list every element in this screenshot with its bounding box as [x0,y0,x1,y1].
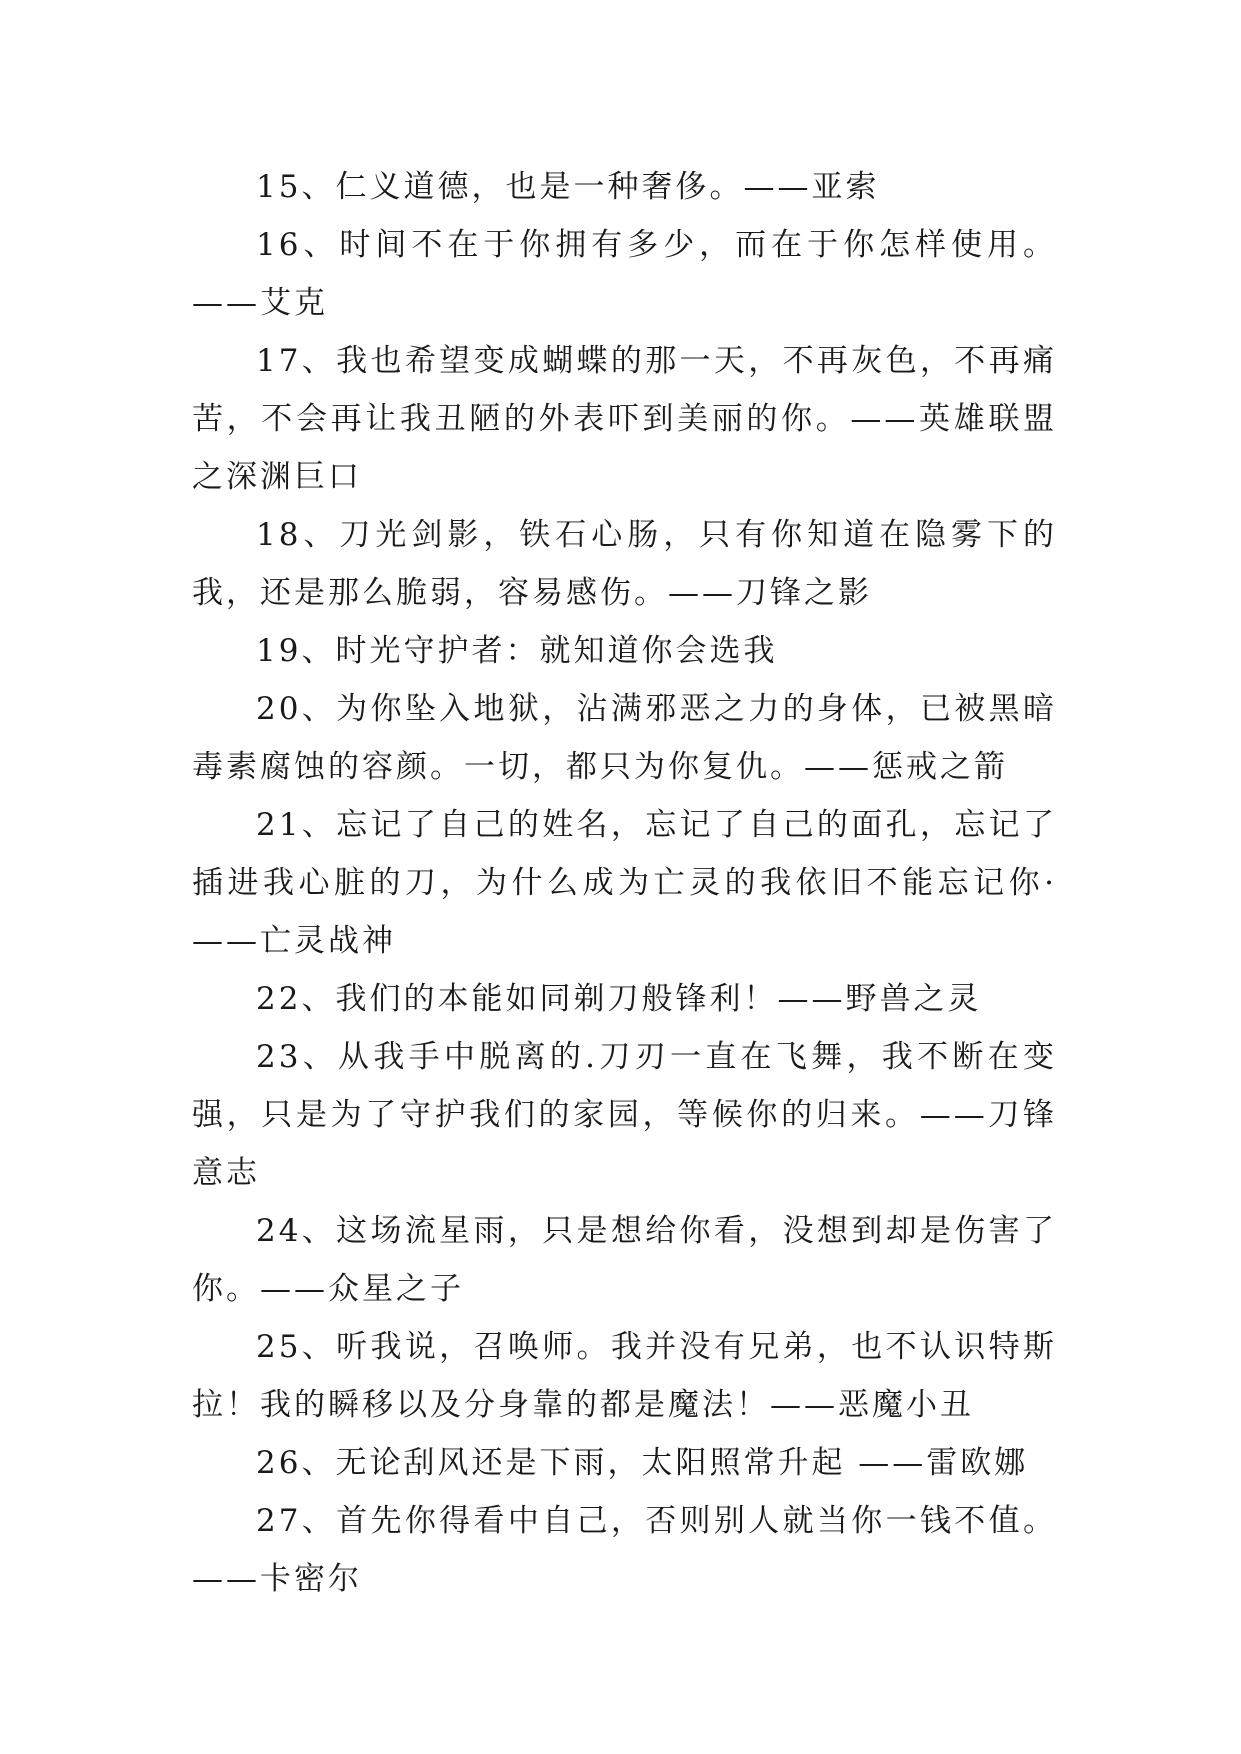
quote-18: 18、刀光剑影，铁石心肠，只有你知道在隐雾下的我，还是那么脆弱，容易感伤。——刀锋之影 [192,517,1057,611]
quote-27: 27、首先你得看中自己，否则别人就当你一钱不值。——卡密尔 [192,1503,1057,1597]
quote-20: 20、为你坠入地狱，沾满邪恶之力的身体，已被黑暗毒素腐蚀的容颜。一切，都只为你复仇。——惩戒之箭 [192,691,1057,785]
quote-17: 17、我也希望变成蝴蝶的那一天，不再灰色，不再痛苦，不会再让我丑陋的外表吓到美丽的你。——英雄联盟之深渊巨口 [192,343,1057,495]
quote-16: 16、时间不在于你拥有多少，而在于你怎样使用。——艾克 [192,227,1057,321]
quote-19: 19、时光守护者：就知道你会选我 [256,633,778,669]
quote-24: 24、这场流星雨，只是想给你看，没想到却是伤害了你。——众星之子 [192,1213,1057,1307]
quote-23: 23、从我手中脱离的.刀刃一直在飞舞，我不断在变强，只是为了守护我们的家园，等候你的归来。——刀锋意志 [192,1039,1057,1191]
quote-21: 21、忘记了自己的姓名，忘记了自己的面孔，忘记了插进我心脏的刀，为什么成为亡灵的我依旧不能忘记你·——亡灵战神 [192,807,1057,959]
quote-22: 22、我们的本能如同剃刀般锋利！——野兽之灵 [256,981,982,1017]
quote-list [192,158,1057,1608]
quote-26: 26、无论刮风还是下雨，太阳照常升起 ——雷欧娜 [256,1445,1029,1481]
quote-25: 25、听我说，召唤师。我并没有兄弟，也不认识特斯拉！我的瞬移以及分身靠的都是魔法！——恶魔小丑 [192,1329,1057,1423]
quote-15: 15、仁义道德，也是一种奢侈。——亚索 [256,169,880,205]
